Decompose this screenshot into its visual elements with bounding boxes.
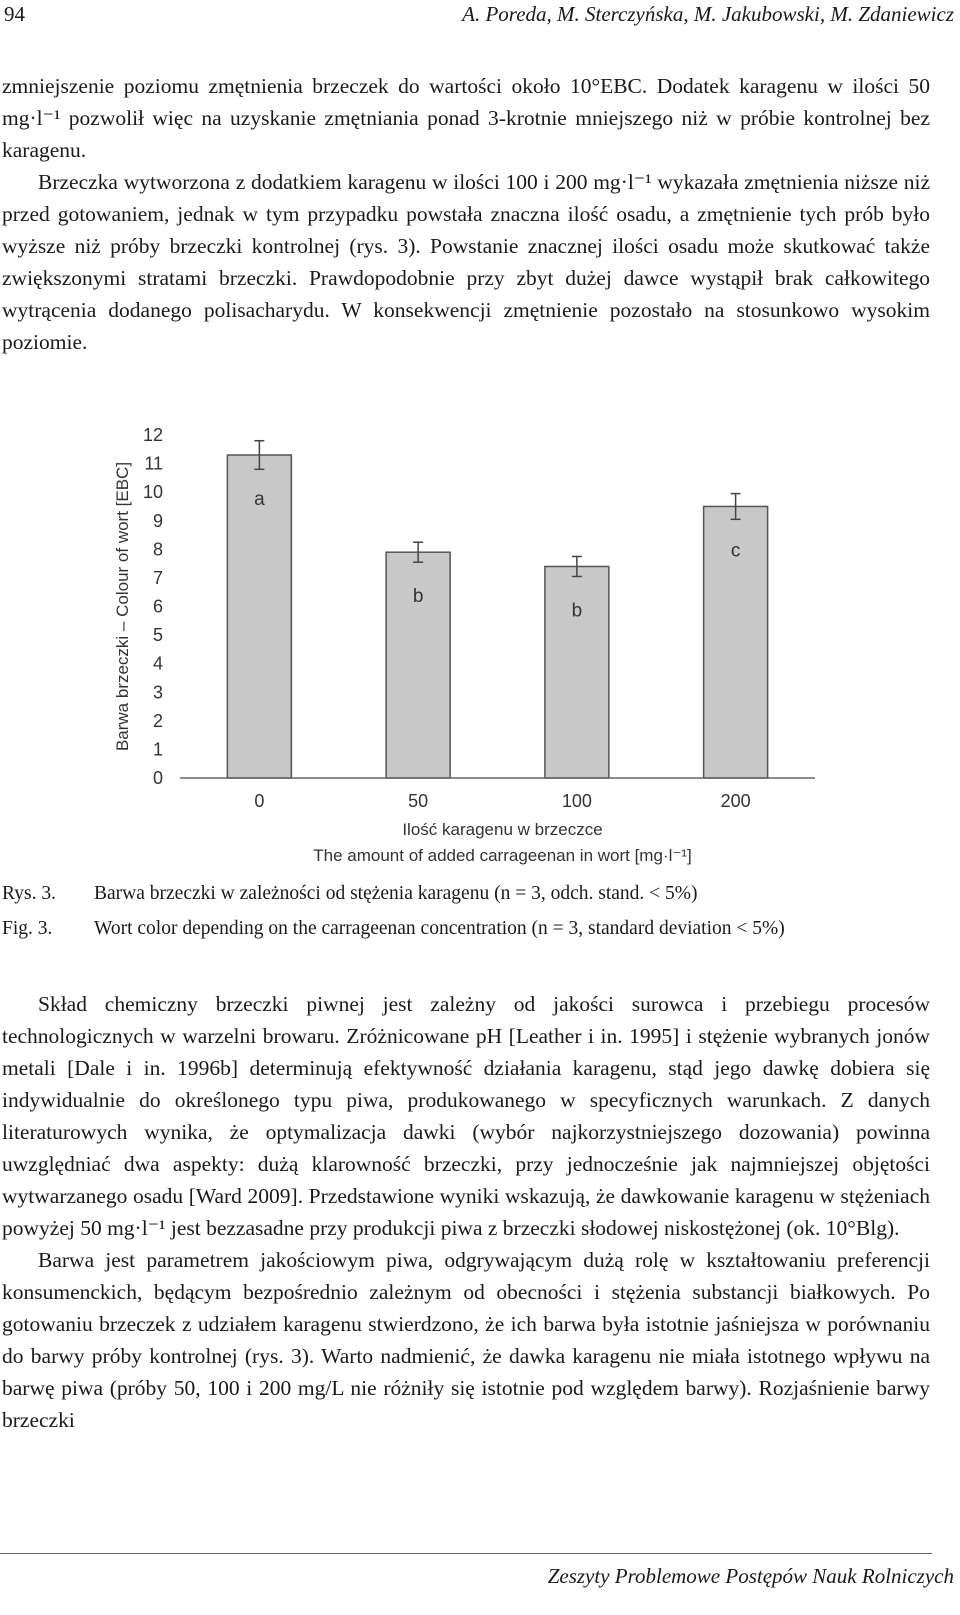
paragraph: Skład chemiczny brzeczki piwnej jest zależny od jakości surowca i przebiegu procesów technologicznych w warzelni browaru. Zróżnicowane pH [Leather i in. 1995] i stężenie wybranych jonów metali [Dale i in. 1996b] determinują efektywność działania karagenu, stąd jego dawkę dobiera się indywidualnie do określonego typu piwa, produkowanego w specyficznych warunkach. Z danych literaturowych wynika, że optymalizacja dawki (wybór najkorzystniejszego dozowania) powinna uwzględniać dwa aspekty: dużą klarowność brzeczki, przy jednocześnie jak najmniejszej objętości wytwarzanego osadu [Ward 2009]. Przedstawione wyniki wskazują, że dawkowanie karagenu w stężeniach powyżej 50 mg·l⁻¹ jest bezzasadne przy produkcji piwa z brzeczki słodowej niskostężonej (ok. 10°Blg). <box>2 992 930 1240</box>
y-axis-label: Barwa brzeczki – Colour of wort [EBC] <box>113 461 132 752</box>
x-axis-label-pl: Ilość karagenu w brzeczce <box>402 820 603 839</box>
bar <box>545 566 609 778</box>
footer-divider <box>0 1553 932 1554</box>
page-number: 94 <box>4 2 25 26</box>
x-tick-label: 100 <box>561 791 592 811</box>
body-text-bottom <box>2 988 930 1436</box>
y-tick-label: 3 <box>152 682 163 703</box>
caption-label: Rys. 3. <box>2 883 56 904</box>
significance-letter: b <box>412 586 424 608</box>
significance-letter: b <box>571 600 583 622</box>
figure-caption-pl <box>2 883 698 905</box>
x-tick-label: 50 <box>408 791 429 811</box>
running-header-authors: A. Poreda, M. Sterczyńska, M. Jakubowski, M. Zdaniewicz <box>462 2 954 26</box>
y-tick-label: 7 <box>152 567 163 588</box>
figure-caption-en <box>2 918 785 940</box>
significance-letter: a <box>254 489 265 511</box>
caption-text: Barwa brzeczki w zależności od stężenia karagenu (n = 3, odch. stand. < 5%) <box>94 883 698 904</box>
journal-name: Zeszyty Problemowe Postępów Nauk Rolniczych <box>547 1564 954 1588</box>
paragraph: Barwa jest parametrem jakościowym piwa, odgrywającym dużą rolę w kształtowaniu preferencji konsumenckich, będącym bezpośrednio zależnym od obecności i stężenia substancji białkowych. Po gotowaniu brzeczek z udziałem karagenu stwierdzono, że ich barwa była istotnie jaśniejsza w porównaniu do barwy próby kontrolnej (rys. 3). Warto nadmienić, że dawka karagenu nie miała istotnego wpływu na barwę piwa (próby 50, 100 i 200 mg/L nie różniły się istotnie pod względem barwy). Rozjaśnienie barwy brzeczki <box>2 1248 930 1432</box>
significance-letter: c <box>730 540 741 562</box>
caption-label: Fig. 3. <box>2 918 53 939</box>
y-tick-label: 5 <box>152 625 163 646</box>
y-tick-label: 1 <box>152 739 163 760</box>
x-axis-label-en: The amount of added carrageenan in wort [mg·l⁻¹] <box>313 846 692 865</box>
y-tick-label: 6 <box>152 596 163 617</box>
paragraph: Brzeczka wytworzona z dodatkiem karagenu w ilości 100 i 200 mg·l⁻¹ wykazała zmętnienia niższe niż przed gotowaniem, jednak w tym przypadku powstała znaczna ilość osadu, a zmętnienie tych prób było wyższe niż próby brzeczki kontrolnej (rys. 3). Powstanie znacznej ilości osadu może skutkować także zwiększonymi stratami brzeczki. Prawdopodobnie przy zbyt dużej dawce wystąpił brak całkowitego wytrącenia dodanego polisacharydu. W konsekwencji zmętnienie pozostało na stosunkowo wysokim poziomie. <box>2 170 930 354</box>
x-tick-label: 0 <box>254 791 265 811</box>
x-tick-label: 200 <box>720 791 751 811</box>
figure-3-chart <box>0 420 960 880</box>
y-tick-label: 10 <box>142 482 163 503</box>
y-tick-label: 9 <box>152 510 163 531</box>
y-tick-label: 2 <box>152 710 163 731</box>
y-tick-label: 8 <box>152 539 163 560</box>
caption-text: Wort color depending on the carrageenan concentration (n = 3, standard deviation < 5%) <box>94 918 785 939</box>
y-tick-label: 12 <box>142 425 163 445</box>
y-tick-label: 4 <box>152 653 163 674</box>
body-text-top <box>2 70 930 358</box>
paragraph: zmniejszenie poziomu zmętnienia brzeczek do wartości około 10°EBC. Dodatek karagenu w ilości 50 mg·l⁻¹ pozwolił więc na uzyskanie zmętniania ponad 3-krotnie mniejszego niż w próbie kontrolnej bez karagenu. <box>2 74 930 162</box>
y-tick-label: 11 <box>144 453 163 474</box>
y-tick-label: 0 <box>152 768 163 788</box>
bar-chart <box>0 420 960 880</box>
